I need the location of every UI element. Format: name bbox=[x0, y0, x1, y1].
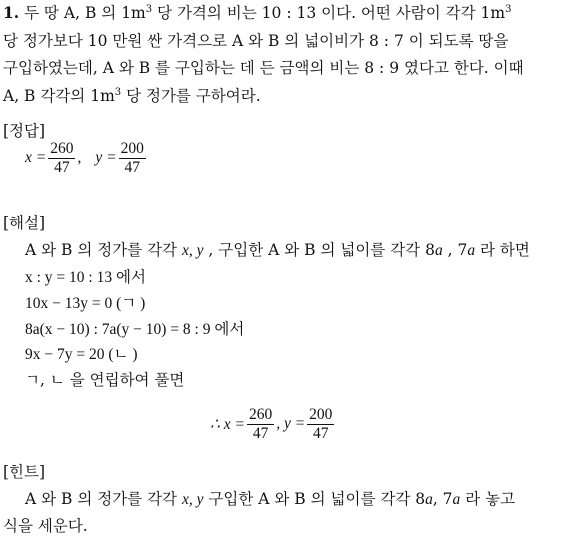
therefore-x-label: ∴ x = bbox=[210, 415, 245, 433]
hint-text-1d: 라 놓고 bbox=[460, 490, 516, 508]
answer-formula bbox=[25, 140, 148, 177]
result-y-numerator: 200 bbox=[309, 406, 333, 423]
explanation-line-5: 9x − 7y = 20 (ㄴ ) bbox=[25, 346, 138, 363]
explanation-text-1a: A 와 B 의 정가를 각각 bbox=[25, 241, 182, 259]
explanation-var-a2: a bbox=[467, 242, 476, 259]
problem-line-4 bbox=[3, 89, 261, 105]
superscript-3c: 3 bbox=[114, 87, 122, 98]
answer-separator: , bbox=[77, 149, 82, 167]
result-x-numerator: 260 bbox=[248, 406, 273, 423]
answer-y-fraction bbox=[119, 140, 146, 177]
hint-var-a2: a bbox=[452, 491, 461, 508]
explanation-header: [해설] bbox=[3, 214, 46, 232]
problem-text-1a: 두 땅 A, B 의 1m bbox=[24, 4, 146, 22]
answer-header: [정답] bbox=[3, 122, 46, 140]
result-x-denominator: 47 bbox=[252, 424, 269, 442]
answer-y-label: y = bbox=[95, 149, 117, 167]
explanation-text-1c: , 7 bbox=[442, 241, 468, 259]
problem-text-4a: A, B 각각의 1m bbox=[3, 87, 115, 105]
problem-number: 1. bbox=[3, 3, 20, 22]
problem-line-3: 구입하였는데, A 와 B 를 구입하는 데 든 금액의 비는 8 : 9 였다고 한다. 이때 bbox=[3, 59, 524, 77]
explanation-vars: x, y bbox=[181, 242, 204, 259]
hint-line-1 bbox=[25, 492, 515, 508]
answer-y-numerator: 200 bbox=[120, 140, 144, 157]
explanation-line-1 bbox=[25, 243, 530, 259]
problem-text-4b: 당 정가를 구하여라. bbox=[121, 87, 261, 105]
explanation-var-a1: a bbox=[434, 242, 443, 259]
hint-text-1b: 구입한 A 와 B 의 넓이를 각각 8 bbox=[203, 490, 426, 508]
explanation-line-2: x : y = 10 : 13 에서 bbox=[25, 269, 146, 286]
hint-text-1c: , 7 bbox=[432, 490, 453, 508]
answer-x-numerator: 260 bbox=[50, 140, 74, 157]
explanation-text-1b: , 구입한 A 와 B 의 넓이를 각각 8 bbox=[203, 241, 435, 259]
hint-vars: x, y bbox=[181, 491, 204, 508]
problem-text-1b: 당 가격의 비는 10 : 13 이다. 어떤 사람이 각각 1m bbox=[152, 4, 506, 22]
answer-x-label: x = bbox=[25, 149, 47, 167]
hint-header: [힌트] bbox=[3, 463, 46, 481]
problem-line-2: 당 정가보다 10 만원 싼 가격으로 A 와 B 의 넓이비가 8 : 7 이 되도록 땅을 bbox=[3, 32, 509, 50]
explanation-line-4: 8a(x − 10) : 7a(y − 10) = 8 : 9 에서 bbox=[25, 321, 245, 338]
result-y-fraction bbox=[307, 406, 334, 443]
hint-line-2: 식을 세운다. bbox=[3, 517, 88, 535]
explanation-line-3: 10x − 13y = 0 (ㄱ ) bbox=[25, 295, 146, 312]
problem-line-1 bbox=[3, 5, 511, 22]
result-y-denominator: 47 bbox=[313, 424, 329, 442]
superscript-3: 3 bbox=[145, 4, 153, 15]
superscript-3b: 3 bbox=[505, 4, 512, 15]
result-y-label: , y = bbox=[276, 415, 306, 433]
result-x-fraction bbox=[247, 406, 274, 443]
answer-x-fraction bbox=[48, 140, 75, 177]
explanation-text-1d: 라 하면 bbox=[475, 241, 530, 259]
explanation-line-6: ㄱ, ㄴ 을 연립하여 풀면 bbox=[25, 371, 185, 389]
answer-x-denominator: 47 bbox=[54, 158, 70, 176]
explanation-result bbox=[210, 406, 336, 443]
answer-y-denominator: 47 bbox=[124, 158, 140, 176]
hint-var-a1: a bbox=[425, 491, 433, 508]
hint-text-1a: A 와 B 의 정가를 각각 bbox=[25, 490, 182, 508]
